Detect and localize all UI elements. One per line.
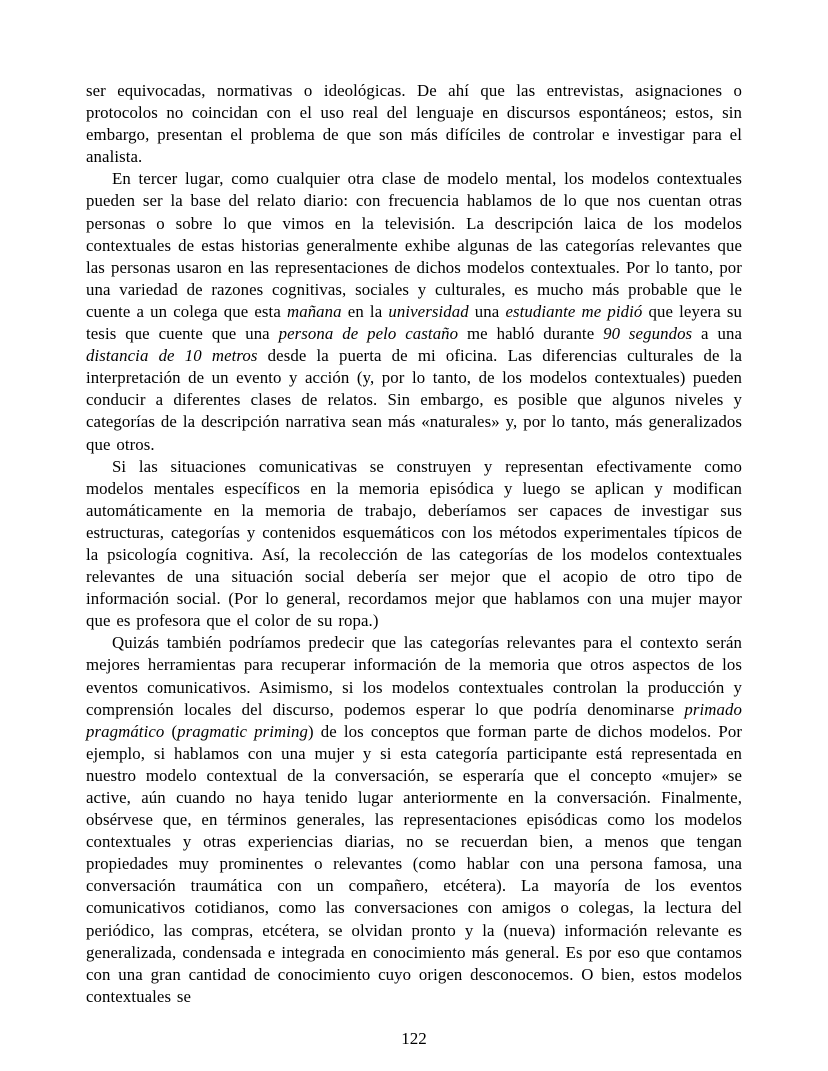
paragraph (86, 456, 742, 633)
text-run: Si las situaciones comunicativas se construyen y representan efectivamente como modelos mentales específicos en la memoria episódica y luego se aplican y modifican automáticamente en la memoria de trabajo, deberíamos ser capaces de investigar sus estructuras, categorías y contenidos esquemáticos con los métodos experimentales típicos de la psicología cognitiva. Así, la recolección de las categorías de los modelos contextuales relevantes de una situación social debería ser mejor que el acopio de otro tipo de información social. (Por lo general, recordamos mejor que hablamos con una mujer mayor que es profesora que el color de su ropa.) (86, 456, 742, 631)
italic-text-run: primado pragmático (86, 699, 742, 741)
italic-text-run: universidad (388, 301, 469, 321)
text-run: en la (341, 301, 389, 321)
text-run: me habló durante (458, 324, 604, 344)
text-run: ser equivocadas, normativas o ideológicas. De ahí que las entrevistas, asignaciones o protocolos no coincidan con el uso real del lenguaje en discursos espontáneos; estos, sin embargo, presentan el problema de que son más difíciles de controlar e investigar para el analista. (86, 81, 742, 167)
page-body (86, 80, 742, 1008)
paragraph (86, 168, 742, 455)
text-run: Quizás también podríamos predecir que las categorías relevantes para el contexto serán mejores herramientas para recuperar información de la memoria que otros aspectos de los eventos comunicativos. Asimismo, si los modelos contextuales controlan la producción y comprensión locales del discurso, podemos esperar lo que podría denominarse (86, 633, 742, 719)
italic-text-run: estudiante me pidió (505, 301, 643, 321)
text-run: ) de los conceptos que forman parte de dichos modelos. Por ejemplo, si hablamos con una mujer y si esta categoría participante está representada en nuestro modelo contextual de la conversación, se esperaría que el concepto «mujer» se active, aún cuando no haya tenido lugar anteriormente en la conversación. Finalmente, obsérvese que, en términos generales, las representaciones episódicas como los modelos contextuales y otras experiencias diarias, no se recuerdan bien, a menos que tengan propiedades muy prominentes o relevantes (como hablar con una persona famosa, una conversación traumática con un compañero, etcétera). La mayoría de los eventos comunicativos cotidianos, como las conversaciones con amigos o colegas, la lectura del periódico, las compras, etcétera, se olvidan pronto y la (nueva) información relevante es generalizada, condensada e integrada en conocimiento más general. Es por eso que contamos con una gran cantidad de conocimiento cuyo origen desconocemos. O bien, estos modelos contextuales se (86, 721, 743, 1006)
italic-text-run: pragmatic priming (177, 721, 308, 741)
italic-text-run: 90 segundos (603, 324, 693, 344)
text-run: ( (164, 721, 178, 741)
paragraph (86, 80, 742, 168)
text-run: desde la puerta de mi oficina. Las diferencias culturales de la interpretación de un evento y acción (y, por lo tanto, de los modelos contextuales) pueden conducir a diferentes clases de relatos. Sin embargo, es posible que algunos niveles y categorías de la descripción narrativa sean más «naturales» y, por lo tanto, más generalizados que otros. (86, 346, 742, 454)
italic-text-run: mañana (286, 301, 342, 321)
italic-text-run: persona de pelo castaño (278, 324, 459, 344)
text-run: En tercer lugar, como cualquier otra clase de modelo mental, los modelos contextuales pueden ser la base del relato diario: con frecuencia hablamos de lo que nos cuentan otras personas o sobre lo que vimos en la televisión. La descripción laica de los modelos contextuales de estas historias generalmente exhibe algunas de las categorías relevantes que las personas usaron en las representaciones de dichos modelos contextuales. Por lo tanto, por una variedad de razones cognitivas, sociales y culturales, es mucho más probable que le cuente a un colega que esta (86, 169, 742, 321)
text-run: a una (692, 324, 742, 344)
italic-text-run: distancia de 10 metros (86, 346, 258, 366)
text-run: una (468, 301, 506, 321)
page-number: 122 (401, 1029, 427, 1048)
paragraph (86, 632, 742, 1008)
text-run: que leyera su tesis que cuente que una (86, 301, 742, 344)
